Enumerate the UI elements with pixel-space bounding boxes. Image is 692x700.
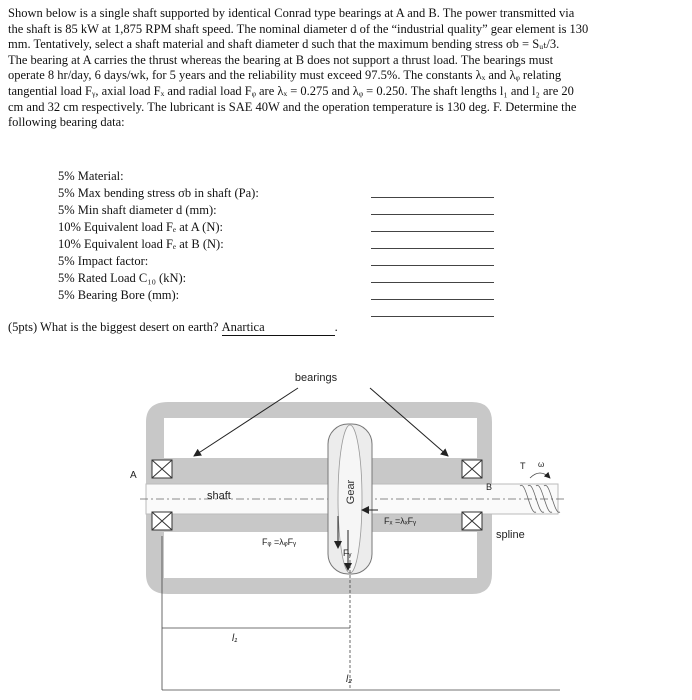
length-l1-label: l₁ <box>232 633 238 644</box>
bonus-prompt: (5pts) What is the biggest desert on earth? <box>8 320 219 334</box>
omega-label: ω <box>538 460 545 469</box>
question-max-bending-stress: 5% Max bending stress σb in shaft (Pa): <box>58 186 259 200</box>
gear-label: Gear <box>345 479 357 505</box>
bonus-period: . <box>334 320 338 334</box>
question-equivalent-load-a: 10% Equivalent load Fₑ at A (N): <box>58 220 223 234</box>
shaft-label: shaft <box>207 490 231 502</box>
bearing-b-label: B <box>486 482 493 492</box>
torque-label: T <box>520 461 526 471</box>
problem-line: Shown below is a single shaft supported by identical Conrad type bearings at A and B. The power transmitted via <box>8 6 575 20</box>
problem-line: mm. Tentatively, select a shaft material and shaft diameter d such that the maximum bending stress σb = Sᵤₜ/3. <box>8 37 560 52</box>
bearing-leader-b <box>370 388 448 456</box>
bearing-b-bottom <box>462 512 482 530</box>
question-equivalent-load-b: 10% Equivalent load Fₑ at B (N): <box>58 237 224 251</box>
bearing-b-top <box>462 460 482 478</box>
question-bearing-bore: 5% Bearing Bore (mm): <box>58 288 180 302</box>
spline-label: spline <box>496 529 525 541</box>
axial-force-label: Fₓ =λₓFᵧ <box>384 516 417 526</box>
bonus-answer[interactable]: Anartica <box>222 320 335 336</box>
tangential-force-label: Fᵧ <box>343 548 352 558</box>
bearing-leader-a <box>194 388 298 456</box>
problem-line: operate 8 hr/day, 6 days/wk, for 5 years and the reliability must exceed 97.5%. The constants λₓ and λᵩ relating <box>8 68 562 83</box>
problem-line: The bearing at A carries the thrust whereas the bearing at B does not support a thrust load. The bearings must <box>8 52 554 67</box>
problem-line: following bearing data: <box>8 115 125 130</box>
question-material: 5% Material: <box>58 169 124 183</box>
problem-line: cm and 32 cm respectively. The lubricant is SAE 40W and the operation temperature is 130 deg. F. Determine the <box>8 99 577 114</box>
bearings-label: bearings <box>294 372 338 384</box>
length-l2-label: l₂ <box>346 674 353 685</box>
radial-force-label: Fᵩ =λᵩFᵧ <box>262 537 297 547</box>
problem-line: tangential load Fᵧ, axial load Fₓ and radial load Fᵩ are λₓ = 0.275 and λᵩ = 0.250. The shaft lengths l₁ and l₂ are 20 <box>8 83 574 98</box>
question-min-diameter: 5% Min shaft diameter d (mm): <box>58 203 217 217</box>
question-rated-load: 5% Rated Load C₁₀ (kN): <box>58 271 187 285</box>
bearing-a-label: A <box>130 470 137 481</box>
question-impact-factor: 5% Impact factor: <box>58 254 149 268</box>
problem-line: the shaft is 85 kW at 1,875 RPM shaft speed. The nominal diameter d of the “industrial quality” gear element is 130 <box>8 21 589 36</box>
torque-arc <box>530 473 550 478</box>
bearing-a-top <box>152 460 172 478</box>
bearing-a-bottom <box>152 512 172 530</box>
